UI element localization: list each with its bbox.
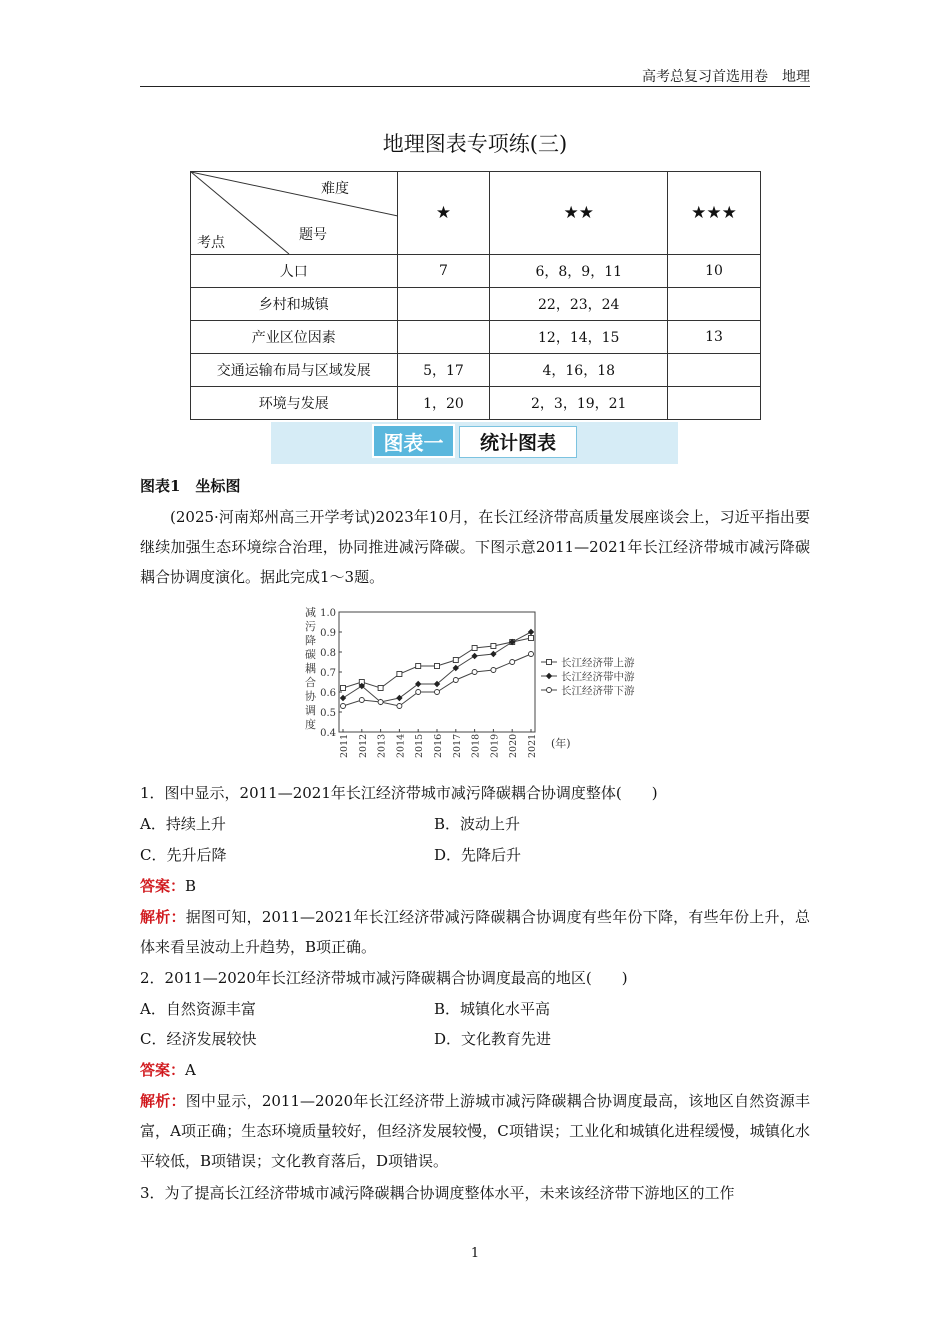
xtick-label: 2018 xyxy=(470,733,482,758)
series-line xyxy=(343,654,531,706)
header-rule xyxy=(140,86,810,87)
chart-legend xyxy=(541,656,635,697)
marker-circle xyxy=(453,678,458,683)
page-number: 1 xyxy=(470,1246,480,1261)
table-row xyxy=(191,288,761,321)
ylabel-char: 碳 xyxy=(305,648,316,661)
chart-xticks xyxy=(339,729,538,758)
marker-diamond xyxy=(340,695,346,701)
ylabel-text xyxy=(305,605,317,731)
marker-circle xyxy=(416,690,421,695)
level3-cell xyxy=(668,387,761,420)
q1-option-a[interactable]: A．持续上升 xyxy=(140,815,226,833)
q1-option-d[interactable]: D．先降后升 xyxy=(434,846,522,864)
marker-square xyxy=(397,672,402,677)
legend-entry: 长江经济带中游 xyxy=(561,671,635,683)
ylabel-char: 减 xyxy=(305,606,316,619)
q2-stem: 2．2011—2020年长江经济带城市减污降碳耦合协调度最高的地区( ) xyxy=(140,969,628,987)
q1-option-c[interactable]: C．先升后降 xyxy=(140,846,227,864)
page-title: 地理图表专项练(三) xyxy=(382,132,568,156)
analysis-label: 解析： xyxy=(140,1092,186,1110)
table-row xyxy=(191,354,761,387)
marker-square xyxy=(416,664,421,669)
marker-circle xyxy=(341,704,346,709)
intro-paragraph: (2025·河南郑州高三开学考试)2023年10月，在长江经济带高质量发展座谈会上，习近平指出要继续加强生态环境综合治理，协同推进减污降碳。下图示意2011—2021年长江经济带城市减污降碳耦合协调度演化。据此完成1～3题。 xyxy=(140,508,810,586)
marker-square xyxy=(435,664,440,669)
q1-option-b[interactable]: B．波动上升 xyxy=(434,815,521,833)
table-row xyxy=(191,255,761,288)
corner-label-difficulty: 难度 xyxy=(321,181,349,197)
topic-cell: 环境与发展 xyxy=(191,387,398,420)
answer-value: A xyxy=(185,1061,196,1079)
level1-cell: 1，20 xyxy=(397,387,490,420)
ytick-label: 0.5 xyxy=(320,708,336,719)
level3-cell: 10 xyxy=(668,255,761,288)
ytick-label: 1.0 xyxy=(320,608,336,619)
q2-option-c[interactable]: C．经济发展较快 xyxy=(140,1030,257,1048)
topic-cell: 人口 xyxy=(191,255,398,288)
ytick-label: 0.9 xyxy=(320,628,336,639)
section-banner xyxy=(271,422,678,464)
q2-option-a[interactable]: A．自然资源丰富 xyxy=(140,1000,256,1018)
xtick-label: 2013 xyxy=(376,733,388,758)
answer-value: B xyxy=(185,877,197,895)
corner-label-number: 题号 xyxy=(299,227,327,243)
q1-answer xyxy=(140,871,196,901)
ytick-label: 0.6 xyxy=(320,688,336,699)
chart-ylabel xyxy=(305,605,317,731)
xtick-label: 2020 xyxy=(508,733,520,758)
xtick-label: 2015 xyxy=(414,733,426,758)
marker-circle xyxy=(435,690,440,695)
ytick-label: 0.4 xyxy=(320,728,336,739)
q2-analysis xyxy=(140,1086,810,1176)
analysis-text: 图中显示，2011—2020年长江经济带上游城市减污降碳耦合协调度最高，该地区自然资源丰富，A项正确；生态环境质量较好，但经济发展较慢，C项错误；工业化和城镇化进程缓慢，城镇化水平较低，B项错误；文化教育落后，D项错误。 xyxy=(140,1092,810,1170)
topic-grid-table xyxy=(190,171,761,420)
marker-square xyxy=(491,644,496,649)
level3-cell: 13 xyxy=(668,321,761,354)
marker-diamond xyxy=(528,629,534,635)
q2-option-b[interactable]: B．城镇化水平高 xyxy=(434,1000,551,1018)
topic-cell: 乡村和城镇 xyxy=(191,288,398,321)
q1-stem: 1．图中显示，2011—2021年长江经济带城市减污降碳耦合协调度整体( ) xyxy=(140,784,658,802)
xtick-label: 2016 xyxy=(433,733,444,758)
xtick-label: 2019 xyxy=(489,733,501,758)
ylabel-char: 调 xyxy=(305,704,316,717)
xtick-label: 2014 xyxy=(395,733,407,758)
level2-cell: 4，16，18 xyxy=(490,354,668,387)
table-row xyxy=(191,321,761,354)
coordination-line-chart xyxy=(295,604,635,764)
level-header-1: ★ xyxy=(397,172,490,255)
table-corner-cell xyxy=(191,172,398,255)
level1-cell xyxy=(397,321,490,354)
topic-cell: 产业区位因素 xyxy=(191,321,398,354)
level2-cell: 12，14，15 xyxy=(490,321,668,354)
xtick-label: 2021 xyxy=(527,733,538,758)
marker-circle xyxy=(547,688,552,693)
analysis-label: 解析： xyxy=(140,908,186,926)
marker-circle xyxy=(378,700,383,705)
legend-entry: 长江经济带上游 xyxy=(561,657,635,669)
series-3 xyxy=(341,652,534,709)
legend-entry: 长江经济带下游 xyxy=(561,685,635,697)
marker-square xyxy=(529,636,534,641)
q3-stem: 3．为了提高长江经济带城市减污降碳耦合协调度整体水平，未来该经济带下游地区的工作 xyxy=(140,1184,735,1202)
marker-diamond xyxy=(490,651,496,657)
answer-label: 答案： xyxy=(140,877,186,895)
q2-option-d[interactable]: D．文化教育先进 xyxy=(434,1030,552,1048)
xtick-label: 2017 xyxy=(451,733,463,758)
marker-diamond xyxy=(471,653,477,659)
marker-circle xyxy=(491,668,496,673)
ylabel-char: 度 xyxy=(305,718,316,731)
banner-tag: 图表一 xyxy=(372,424,455,458)
topic-cell: 交通运输布局与区域发展 xyxy=(191,354,398,387)
xtick-label: 2012 xyxy=(357,733,369,758)
level-header-3: ★★★ xyxy=(668,172,761,255)
level1-cell xyxy=(397,288,490,321)
marker-square xyxy=(472,646,477,651)
ytick-label: 0.7 xyxy=(320,668,336,679)
marker-circle xyxy=(397,704,402,709)
q2-answer xyxy=(140,1055,196,1085)
analysis-text: 据图可知，2011—2021年长江经济带减污降碳耦合协调度有些年份下降，有些年份上升，总体来看呈波动上升趋势，B项正确。 xyxy=(140,908,810,956)
marker-square xyxy=(341,686,346,691)
level3-cell xyxy=(668,354,761,387)
marker-square xyxy=(453,658,458,663)
ylabel-char: 耦 xyxy=(305,662,316,675)
series-line xyxy=(343,638,531,688)
marker-square xyxy=(378,686,383,691)
ylabel-char: 协 xyxy=(305,690,316,703)
chart-xlabel: (年) xyxy=(551,737,571,750)
marker-diamond xyxy=(546,673,552,679)
level1-cell: 5，17 xyxy=(397,354,490,387)
marker-circle xyxy=(529,652,534,657)
marker-circle xyxy=(510,660,515,665)
q1-analysis xyxy=(140,902,810,962)
chart-series xyxy=(340,629,534,709)
ytick-label: 0.8 xyxy=(320,648,336,659)
ylabel-char: 合 xyxy=(305,676,316,689)
level2-cell: 22，23，24 xyxy=(490,288,668,321)
running-header: 高考总复习首选用卷 地理 xyxy=(642,69,810,85)
level-header-2: ★★ xyxy=(490,172,668,255)
ylabel-char: 污 xyxy=(305,620,316,633)
level1-cell: 7 xyxy=(397,255,490,288)
level2-cell: 2，3，19，21 xyxy=(490,387,668,420)
ylabel-char: 降 xyxy=(305,634,316,647)
marker-circle xyxy=(472,670,477,675)
level2-cell: 6，8，9，11 xyxy=(490,255,668,288)
marker-circle xyxy=(359,698,364,703)
section-title: 图表1 坐标图 xyxy=(140,477,241,495)
banner-label: 统计图表 xyxy=(459,426,577,458)
corner-label-topic: 考点 xyxy=(197,235,225,251)
marker-square xyxy=(547,660,552,665)
level3-cell xyxy=(668,288,761,321)
plot-frame xyxy=(339,612,535,732)
answer-label: 答案： xyxy=(140,1061,186,1079)
xtick-label: 2011 xyxy=(339,733,350,758)
table-row xyxy=(191,387,761,420)
